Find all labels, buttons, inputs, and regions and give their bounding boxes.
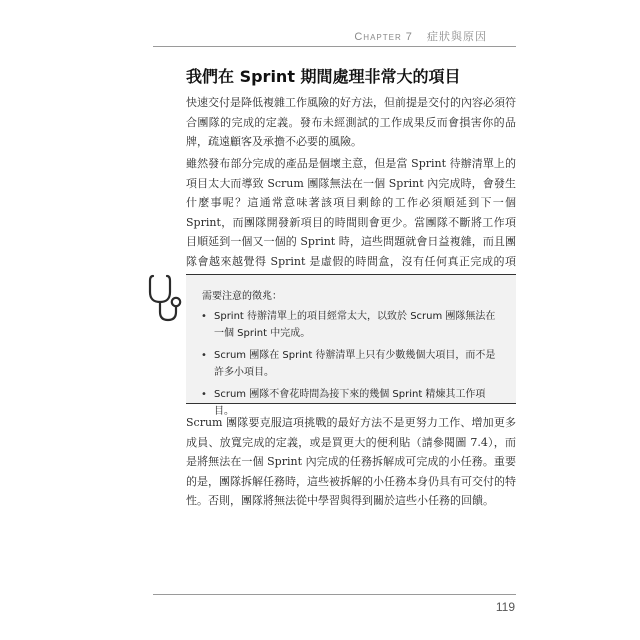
list-item-text: Scrum 團隊不會花時間為接下來的幾個 Sprint 精煉其工作項目。: [214, 389, 486, 417]
paragraph-1: 快速交付是降低複雜工作風險的好方法，但前提是交付的內容必須符合團隊的完成的定義。發布未經測試的工作成果反而會損害你的品牌，疏遠顧客及承擔不必要的風險。: [186, 96, 516, 148]
list-item-text: Sprint 待辦清單上的項目經常太大，以致於 Scrum 團隊無法在一個 Sprint 中完成。: [214, 311, 496, 339]
bullet-icon: •: [201, 311, 207, 322]
paragraph-2: 雖然發布部分完成的產品是個壞主意，但是當 Sprint 待辦清單上的項目太大而導致 Scrum 團隊無法在一個 Sprint 內完成時，會發生什麼事呢？這通常意味著該項目剩餘的工作必須順延到下一個 Sprint，而團隊開發新項目的時間則會更少。當團隊不斷將工作項目順延到一個又一個的 Sprint 時，這些問題就會日益複雜，而且團隊會越來越覺得 Sprint 是虛假的時間盒，沒有任何真正完成的項: [186, 157, 516, 268]
list-item: [198, 308, 504, 342]
section-title: 我們在 Sprint 期間處理非常大的項目: [186, 67, 461, 86]
warning-signs-list: [198, 308, 504, 420]
header-divider: [153, 46, 516, 47]
running-header: [354, 28, 487, 44]
list-item-text: Scrum 團隊在 Sprint 待辦清單上只有少數幾個大項目，而不是許多小項目。: [214, 350, 496, 378]
list-item: [198, 347, 504, 381]
bullet-icon: •: [201, 389, 207, 400]
bullet-icon: •: [201, 350, 207, 361]
footer-divider: [153, 594, 516, 595]
chapter-title: 症狀與原因: [427, 31, 487, 43]
paragraph-3: Scrum 團隊要克服這項挑戰的最好方法不是更努力工作、增加更多成員、放寬完成的定義，或是買更大的便利貼（請參閱圖 7.4），而是將無法在一個 Sprint 內完成的任務拆解成可完成的小任務。重要的是，團隊拆解任務時，這些被拆解的小任務本身仍具有可交付的特性。否則，團隊將無法從中學習與得到關於這些小任務的回饋。: [186, 416, 516, 507]
chapter-label: Chapter 7: [354, 31, 413, 43]
callout-title: 需要注意的徵兆：: [202, 291, 282, 302]
warning-signs-callout: [186, 274, 516, 417]
stethoscope-icon: [148, 272, 184, 324]
page-number: 119: [495, 600, 515, 614]
